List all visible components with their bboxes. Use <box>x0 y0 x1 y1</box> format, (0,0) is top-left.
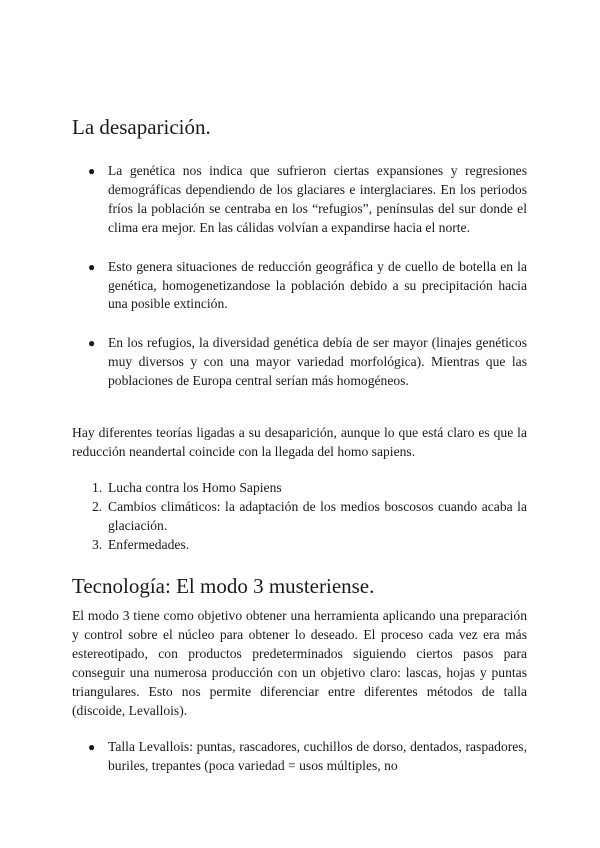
paragraph-teorias <box>72 424 527 462</box>
bullet-item <box>72 258 527 315</box>
bullet-text: Talla Levallois: puntas, rascadores, cuchillos de dorso, dentados, raspadores, buriles, trepantes (poca variedad = usos múltiples, no <box>108 739 527 773</box>
item-number: 3. <box>92 536 103 552</box>
section-heading-desaparicion: La desaparición. <box>72 115 211 139</box>
bullet-item <box>72 162 527 238</box>
paragraph-text: Hay diferentes teorías ligadas a su desaparición, aunque lo que está claro es que la reducción neandertal coincide con la llegada del homo sapiens. <box>72 425 527 459</box>
bullet-list-tecnologia <box>72 738 527 776</box>
bullet-icon: ● <box>88 259 96 274</box>
bullet-icon: ● <box>88 164 96 178</box>
bullet-text: La genética nos indica que sufrieron ciertas expansiones y regresiones demográficas dependiendo de los glaciares e interglaciares. En los periodos fríos la población se centraba en los “refugios”, penínsulas del sur donde el clima era mejor. En las cálidas volvían a expandirse hacia el norte. <box>108 163 527 235</box>
bullet-text: Esto genera situaciones de reducción geográfica y de cuello de botella en la genética, homogenetizandose la población debido a su precipitación hacia una posible extinción. <box>108 258 527 312</box>
paragraph-modo3 <box>72 607 527 720</box>
item-text: Lucha contra los Homo Sapiens <box>108 480 282 495</box>
numbered-item <box>72 498 527 536</box>
numbered-list-causas <box>72 479 527 555</box>
section-heading-tecnologia: Tecnología: El modo 3 musteriense. <box>72 574 375 598</box>
numbered-item <box>72 479 527 498</box>
item-text: Enfermedades. <box>108 536 190 552</box>
item-text: Cambios climáticos: la adaptación de los medios boscosos cuando acaba la glaciación. <box>108 498 527 533</box>
bullet-icon: ● <box>88 740 96 754</box>
bullet-list-desaparicion <box>72 162 527 391</box>
item-number: 1. <box>92 480 103 495</box>
paragraph-text: El modo 3 tiene como objetivo obtener una herramienta aplicando una preparación y control sobre el núcleo para obtener lo deseado. El proceso cada vez era más estereotipado, con productos predeterminados siguiendo ciertos pasos para conseguir una numerosa producción con un objetivo claro: lascas, hojas y puntas triangulares. Esto nos permite diferenciar entre diferentes métodos de talla (discoide, Levallois). <box>72 608 527 718</box>
numbered-item <box>72 536 527 555</box>
bullet-item <box>72 738 527 776</box>
bullet-text: En los refugios, la diversidad genética debía de ser mayor (linajes genéticos muy diversos y con una mayor variedad morfológica). Mientras que las poblaciones de Europa central serían más homogéneos. <box>108 335 527 389</box>
item-number: 2. <box>92 498 103 514</box>
bullet-icon: ● <box>88 336 96 351</box>
bullet-item <box>72 334 527 391</box>
